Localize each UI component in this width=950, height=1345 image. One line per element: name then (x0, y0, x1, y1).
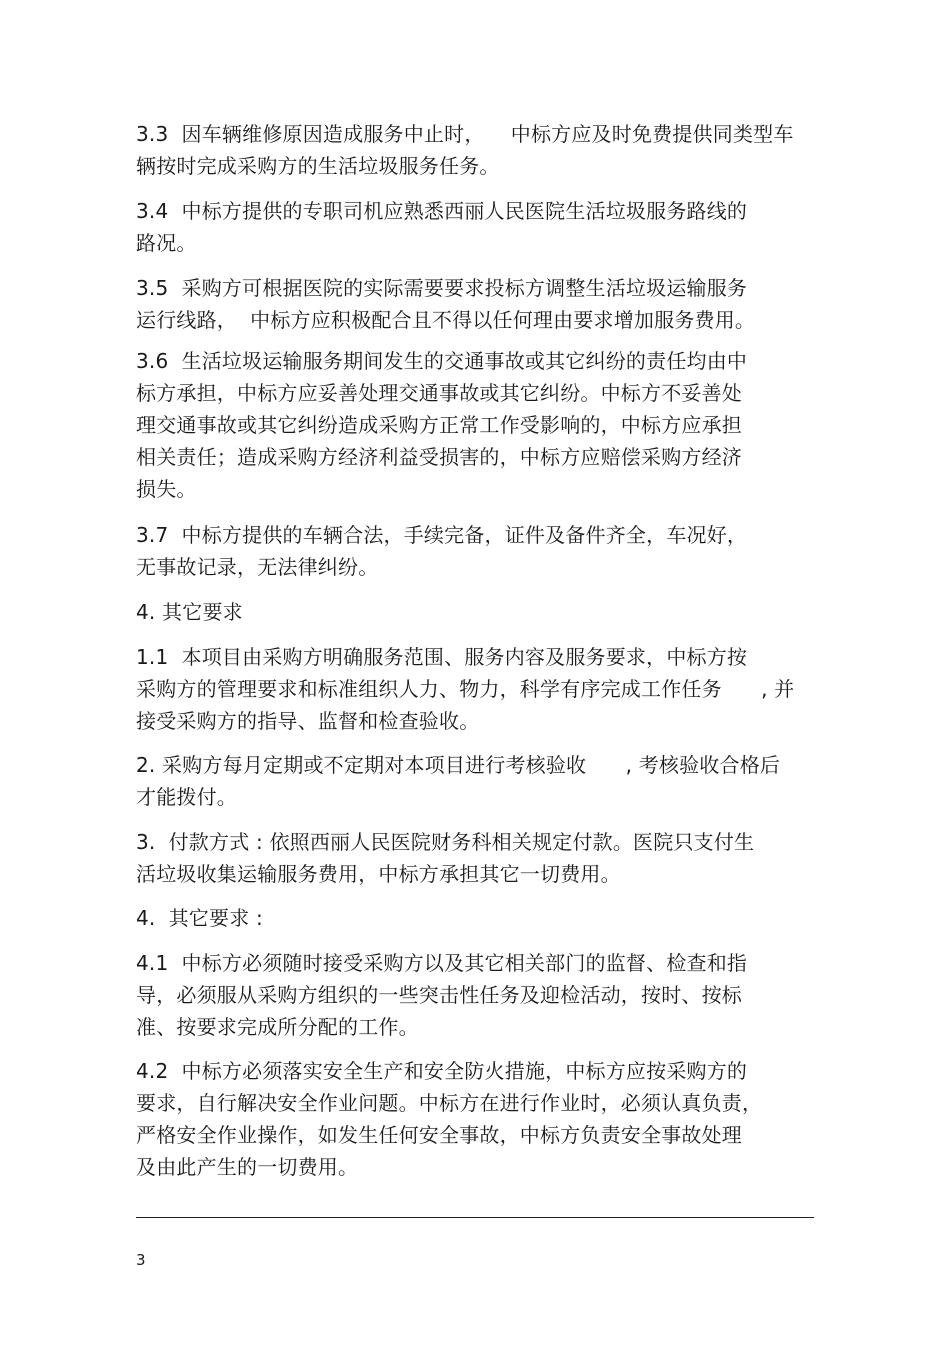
text-line: 路况。 (136, 231, 197, 255)
text-line: 才能拨付。 (136, 785, 237, 809)
text-line: 辆按时完成采购方的生活垃圾服务任务。 (136, 154, 500, 178)
paragraph-3-7 (136, 519, 836, 583)
paragraph-3-6 (136, 345, 836, 505)
text-line: 3.6 生活垃圾运输服务期间发生的交通事故或其它纠纷的责任均由中 (136, 349, 748, 373)
text-line: 采购方的管理要求和标准组织人力、物力，科学有序完成工作任务 , 并 (136, 677, 795, 701)
page-number: 3 (136, 1251, 146, 1269)
text-line: 理交通事故或其它纠纷造成采购方正常工作受影响的，中标方应承担 (136, 413, 742, 437)
paragraph-3-3 (136, 118, 836, 182)
text-line: 标方承担，中标方应妥善处理交通事故或其它纠纷。中标方不妥善处 (136, 381, 742, 405)
footer-divider (136, 1217, 814, 1218)
text-line: 3.3 因车辆维修原因造成服务中止时， 中标方应及时免费提供同类型车 (136, 122, 794, 146)
paragraph-3-5 (136, 272, 836, 336)
text-line: 及由此产生的一切费用。 (136, 1155, 359, 1179)
text-line: 4. 其它要求 : (136, 906, 263, 930)
text-line: 3.4 中标方提供的专职司机应熟悉西丽人民医院生活垃圾服务路线的 (136, 199, 748, 223)
text-line: 4. 其它要求 (136, 600, 243, 624)
text-line: 无事故记录，无法律纠纷。 (136, 555, 379, 579)
paragraph-4-1 (136, 947, 836, 1043)
text-line: 运行线路， 中标方应积极配合且不得以任何理由要求增加服务费用。 (136, 308, 756, 332)
text-line: 3.7 中标方提供的车辆合法，手续完备，证件及备件齐全，车况好， (136, 523, 748, 547)
paragraph-4-2 (136, 1055, 836, 1183)
paragraph-3-4 (136, 195, 836, 259)
text-line: 准、按要求完成所分配的工作。 (136, 1015, 419, 1039)
text-line: 4.2 中标方必须落实安全生产和安全防火措施，中标方应按采购方的 (136, 1059, 748, 1083)
text-line: 3.5 采购方可根据医院的实际需要要求投标方调整生活垃圾运输服务 (136, 276, 748, 300)
text-line: 1.1 本项目由采购方明确服务范围、服务内容及服务要求，中标方按 (136, 645, 748, 669)
text-line: 严格安全作业操作，如发生任何安全事故，中标方负责安全事故处理 (136, 1123, 742, 1147)
text-line: 相关责任；造成采购方经济利益受损害的，中标方应赔偿采购方经济 (136, 445, 742, 469)
section-heading-4 (136, 596, 836, 628)
text-line: 4.1 中标方必须随时接受采购方以及其它相关部门的监督、检查和指 (136, 951, 748, 975)
text-line: 2. 采购方每月定期或不定期对本项目进行考核验收 , 考核验收合格后 (136, 753, 781, 777)
text-line: 导，必须服从采购方组织的一些突击性任务及迎检活动，按时、按标 (136, 983, 742, 1007)
section-heading-other (136, 902, 836, 934)
paragraph-2 (136, 749, 836, 813)
text-line: 要求，自行解决安全作业问题。中标方在进行作业时，必须认真负责， (136, 1091, 763, 1115)
text-line: 接受采购方的指导、监督和检查验收。 (136, 709, 480, 733)
paragraph-1-1 (136, 641, 836, 737)
text-line: 3. 付款方式 : 依照西丽人民医院财务科相关规定付款。医院只支付生 (136, 830, 755, 854)
text-line: 损失。 (136, 477, 197, 501)
paragraph-payment (136, 826, 836, 890)
text-line: 活垃圾收集运输服务费用，中标方承担其它一切费用。 (136, 862, 621, 886)
